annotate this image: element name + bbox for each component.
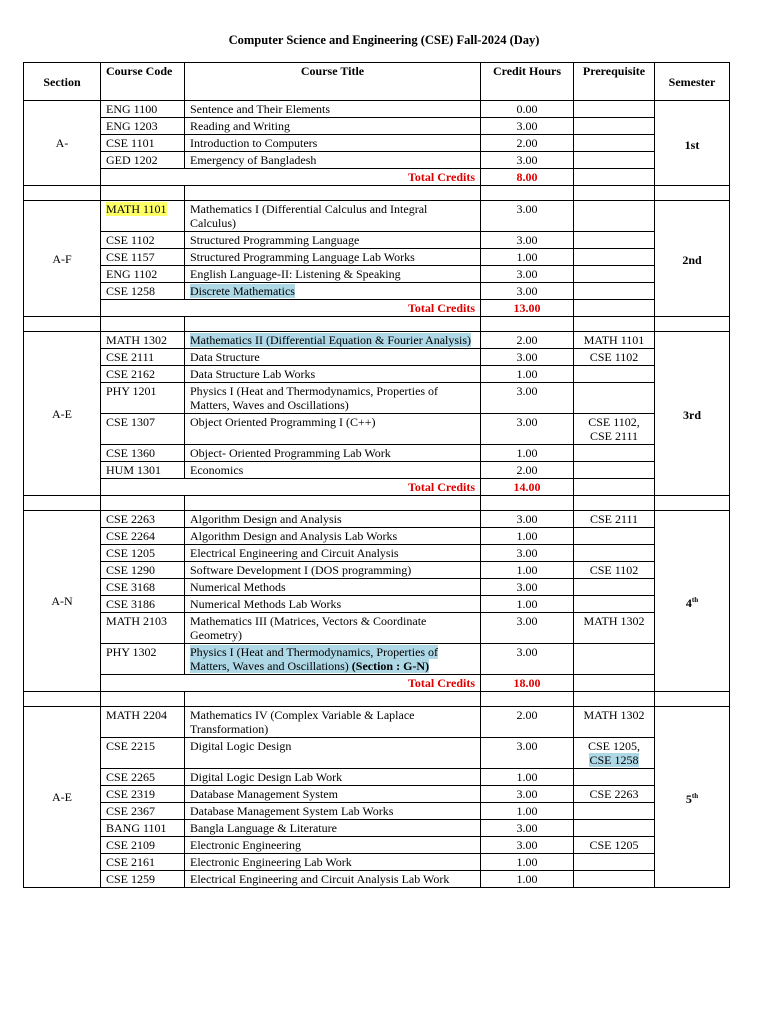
course-code: GED 1202 <box>106 153 158 167</box>
semester-cell <box>655 511 730 692</box>
table-row <box>24 135 730 152</box>
credit-hours: 1.00 <box>481 854 574 871</box>
credit-hours: 3.00 <box>481 414 574 445</box>
credit-hours: 3.00 <box>481 349 574 366</box>
prerequisite: MATH 1302 <box>583 614 645 628</box>
credit-hours: 3.00 <box>481 511 574 528</box>
section-cell: A- <box>24 101 101 186</box>
spacer-row <box>24 317 730 332</box>
credit-hours: 3.00 <box>481 820 574 837</box>
course-title-cell <box>185 596 481 613</box>
table-row <box>24 101 730 118</box>
course-code: PHY 1201 <box>106 384 157 398</box>
prerequisite: MATH 1101 <box>583 333 645 347</box>
prerequisite-cell <box>574 707 655 738</box>
course-title: Electrical Engineering and Circuit Analysis <box>190 546 399 560</box>
course-code-cell <box>101 786 185 803</box>
course-code: CSE 1360 <box>106 446 156 460</box>
table-row <box>24 562 730 579</box>
total-credits-label: Total Credits <box>101 479 481 496</box>
prerequisite-cell <box>574 613 655 644</box>
course-code: CSE 2109 <box>106 838 156 852</box>
section-cell: A-F <box>24 201 101 317</box>
semester-cell <box>655 707 730 888</box>
credit-hours: 3.00 <box>481 613 574 644</box>
prerequisite-cell <box>574 201 655 232</box>
prerequisite-cell <box>574 738 655 769</box>
course-title: Mathematics II (Differential Equation & Fourier Analysis) <box>190 333 472 347</box>
course-title: Mathematics I (Differential Calculus and Integral Calculus) <box>190 202 428 230</box>
prerequisite: CSE 1102 <box>589 563 639 577</box>
table-row <box>24 283 730 300</box>
course-title: Data Structure <box>190 350 260 364</box>
semester-label: 2nd <box>682 253 702 267</box>
course-title: Object Oriented Programming I (C++) <box>190 415 376 429</box>
course-code: CSE 1307 <box>106 415 156 429</box>
semester-label: 4 <box>685 595 692 610</box>
header-row <box>24 63 730 101</box>
prerequisite-cell <box>574 803 655 820</box>
course-code-cell <box>101 249 185 266</box>
course-title-cell <box>185 101 481 118</box>
header-prerequisite: Prerequisite <box>574 63 655 101</box>
prerequisite-cell <box>574 152 655 169</box>
header-semester: Semester <box>655 63 730 101</box>
course-title-cell <box>185 283 481 300</box>
prerequisite-cell <box>574 445 655 462</box>
credit-hours: 2.00 <box>481 462 574 479</box>
total-credits-label: Total Credits <box>101 675 481 692</box>
course-code-cell <box>101 738 185 769</box>
course-code-cell <box>101 820 185 837</box>
credit-hours: 0.00 <box>481 101 574 118</box>
course-title: Physics I (Heat and Thermodynamics, Properties of Matters, Waves and Oscillations) <box>190 645 439 673</box>
credit-hours: 1.00 <box>481 528 574 545</box>
table-row <box>24 332 730 349</box>
course-title: Physics I (Heat and Thermodynamics, Properties of Matters, Waves and Oscillations) <box>190 384 439 412</box>
table-row <box>24 786 730 803</box>
course-code-cell <box>101 101 185 118</box>
table-row <box>24 820 730 837</box>
prerequisite-cell <box>574 266 655 283</box>
prerequisite-cell <box>574 232 655 249</box>
semester-cell <box>655 201 730 317</box>
course-code-cell <box>101 283 185 300</box>
course-code-cell <box>101 232 185 249</box>
course-code-cell <box>101 613 185 644</box>
course-code: MATH 1302 <box>106 333 168 347</box>
course-code-cell <box>101 644 185 675</box>
table-row <box>24 201 730 232</box>
credit-hours: 1.00 <box>481 871 574 888</box>
credit-hours: 3.00 <box>481 152 574 169</box>
course-title-cell <box>185 613 481 644</box>
prerequisite-cell <box>574 249 655 266</box>
semester-label: 5 <box>685 791 692 806</box>
prerequisite-cell <box>574 511 655 528</box>
prerequisite: CSE 1205 <box>589 838 639 852</box>
prerequisite: CSE 2263 <box>589 787 639 801</box>
course-code-cell <box>101 545 185 562</box>
course-title-cell <box>185 545 481 562</box>
course-code-cell <box>101 511 185 528</box>
course-title-cell <box>185 414 481 445</box>
table-row <box>24 613 730 644</box>
course-code-cell <box>101 596 185 613</box>
header-credit-hours: Credit Hours <box>481 63 574 101</box>
credit-hours: 1.00 <box>481 445 574 462</box>
course-code: CSE 1157 <box>106 250 155 264</box>
prerequisite-cell <box>574 528 655 545</box>
prerequisite-cell <box>574 414 655 445</box>
course-title-cell <box>185 332 481 349</box>
course-code: MATH 2204 <box>106 708 168 722</box>
course-code-cell <box>101 152 185 169</box>
course-title: Digital Logic Design <box>190 739 292 753</box>
course-title-cell <box>185 152 481 169</box>
prerequisite-cell <box>574 769 655 786</box>
table-row <box>24 596 730 613</box>
table-row <box>24 249 730 266</box>
course-title: English Language-II: Listening & Speaking <box>190 267 401 281</box>
course-code: CSE 1205 <box>106 546 156 560</box>
prerequisite-cell <box>574 579 655 596</box>
course-title-cell <box>185 118 481 135</box>
table-row <box>24 644 730 675</box>
course-title-cell <box>185 349 481 366</box>
course-title: Digital Logic Design Lab Work <box>190 770 343 784</box>
course-title: Object- Oriented Programming Lab Work <box>190 446 391 460</box>
credit-hours: 2.00 <box>481 707 574 738</box>
course-code: CSE 2265 <box>106 770 156 784</box>
course-title: Bangla Language & Literature <box>190 821 337 835</box>
prerequisite-cell <box>574 854 655 871</box>
course-title-cell <box>185 445 481 462</box>
course-code: ENG 1100 <box>106 102 158 116</box>
spacer-row <box>24 496 730 511</box>
credit-hours: 3.00 <box>481 579 574 596</box>
semester-cell <box>655 101 730 186</box>
header-section: Section <box>24 63 101 101</box>
course-code-cell <box>101 871 185 888</box>
prerequisite: CSE 1102 <box>589 350 639 364</box>
section-cell: A-N <box>24 511 101 692</box>
course-code-cell <box>101 837 185 854</box>
course-title: Numerical Methods Lab Works <box>190 597 342 611</box>
course-title-cell <box>185 201 481 232</box>
course-code: CSE 2263 <box>106 512 156 526</box>
course-code-cell <box>101 414 185 445</box>
table-row <box>24 871 730 888</box>
table-row <box>24 837 730 854</box>
credit-hours: 3.00 <box>481 383 574 414</box>
course-title-note: (Section : G-N) <box>348 659 430 673</box>
total-credits-label: Total Credits <box>101 169 481 186</box>
course-title: Introduction to Computers <box>190 136 318 150</box>
course-title: Economics <box>190 463 244 477</box>
course-title-cell <box>185 366 481 383</box>
prerequisite: CSE 1205, <box>587 739 640 753</box>
course-title-cell <box>185 232 481 249</box>
prerequisite-cell <box>574 462 655 479</box>
course-title-cell <box>185 462 481 479</box>
course-title: Discrete Mathematics <box>190 284 295 298</box>
credit-hours: 1.00 <box>481 249 574 266</box>
credit-hours: 1.00 <box>481 366 574 383</box>
prerequisite: MATH 1302 <box>583 708 645 722</box>
table-row <box>24 854 730 871</box>
course-title-cell <box>185 854 481 871</box>
table-row <box>24 266 730 283</box>
course-title-cell <box>185 644 481 675</box>
course-code: CSE 1102 <box>106 233 155 247</box>
course-code-cell <box>101 579 185 596</box>
prerequisite-cell <box>574 135 655 152</box>
prerequisite-cell <box>574 644 655 675</box>
course-code: CSE 2111 <box>106 350 155 364</box>
total-credits-value: 14.00 <box>481 479 574 496</box>
credit-hours: 2.00 <box>481 332 574 349</box>
prerequisite-cell <box>574 545 655 562</box>
prerequisite-cell <box>574 349 655 366</box>
table-row <box>24 707 730 738</box>
course-code-cell <box>101 266 185 283</box>
table-row <box>24 803 730 820</box>
credit-hours: 3.00 <box>481 201 574 232</box>
credit-hours: 3.00 <box>481 837 574 854</box>
table-row <box>24 232 730 249</box>
credit-hours: 3.00 <box>481 266 574 283</box>
course-code: BANG 1101 <box>106 821 167 835</box>
course-code: CSE 1101 <box>106 136 155 150</box>
course-title-cell <box>185 707 481 738</box>
table-row <box>24 462 730 479</box>
course-code-cell <box>101 118 185 135</box>
prerequisite-cell <box>574 596 655 613</box>
course-code: CSE 2264 <box>106 529 156 543</box>
prerequisite-cell <box>574 283 655 300</box>
course-code: ENG 1203 <box>106 119 158 133</box>
course-code: MATH 2103 <box>106 614 168 628</box>
course-code-cell <box>101 707 185 738</box>
course-code: CSE 2161 <box>106 855 156 869</box>
course-title: Algorithm Design and Analysis <box>190 512 342 526</box>
course-code: CSE 2367 <box>106 804 156 818</box>
total-row <box>24 479 730 496</box>
course-title-cell <box>185 820 481 837</box>
credit-hours: 3.00 <box>481 283 574 300</box>
total-empty-cell <box>574 300 655 317</box>
prerequisite-cell <box>574 383 655 414</box>
credit-hours: 3.00 <box>481 545 574 562</box>
prerequisite-cell <box>574 101 655 118</box>
section-cell: A-E <box>24 707 101 888</box>
total-empty-cell <box>574 479 655 496</box>
prerequisite-cell <box>574 871 655 888</box>
course-code: CSE 1258 <box>106 284 156 298</box>
course-title-cell <box>185 249 481 266</box>
course-title-cell <box>185 528 481 545</box>
course-title: Software Development I (DOS programming) <box>190 563 412 577</box>
table-row <box>24 414 730 445</box>
course-title: Reading and Writing <box>190 119 290 133</box>
course-title-cell <box>185 266 481 283</box>
course-code-cell <box>101 528 185 545</box>
semester-suffix: th <box>691 791 699 800</box>
prerequisite-cell <box>574 332 655 349</box>
course-code-cell <box>101 803 185 820</box>
prerequisite-cell <box>574 820 655 837</box>
prerequisite: CSE 1102, CSE 2111 <box>588 415 640 443</box>
course-code: CSE 3168 <box>106 580 156 594</box>
course-title: Algorithm Design and Analysis Lab Works <box>190 529 398 543</box>
semester-cell <box>655 332 730 496</box>
course-code-cell <box>101 349 185 366</box>
table-row <box>24 545 730 562</box>
course-code: PHY 1302 <box>106 645 157 659</box>
course-title-cell <box>185 738 481 769</box>
table-row <box>24 511 730 528</box>
course-code: HUM 1301 <box>106 463 162 477</box>
course-code-cell <box>101 769 185 786</box>
table-row <box>24 528 730 545</box>
prerequisite-cell <box>574 118 655 135</box>
course-title: Database Management System <box>190 787 338 801</box>
course-title-cell <box>185 871 481 888</box>
semester-label: 3rd <box>683 408 701 422</box>
credit-hours: 2.00 <box>481 135 574 152</box>
total-empty-cell <box>574 675 655 692</box>
table-row <box>24 383 730 414</box>
credit-hours: 3.00 <box>481 786 574 803</box>
course-title-cell <box>185 135 481 152</box>
page-title: Computer Science and Engineering (CSE) Fall-2024 (Day) <box>228 33 540 47</box>
course-title: Electronic Engineering <box>190 838 301 852</box>
table-row <box>24 118 730 135</box>
course-code-cell <box>101 445 185 462</box>
course-code-cell <box>101 135 185 152</box>
credit-hours: 3.00 <box>481 738 574 769</box>
credit-hours: 3.00 <box>481 644 574 675</box>
course-title: Emergency of Bangladesh <box>190 153 317 167</box>
prerequisite-cell <box>574 837 655 854</box>
table-row <box>24 152 730 169</box>
total-row <box>24 675 730 692</box>
course-title-cell <box>185 786 481 803</box>
total-credits-value: 8.00 <box>481 169 574 186</box>
course-code-cell <box>101 562 185 579</box>
semester-label: 1st <box>684 137 700 152</box>
course-title-cell <box>185 562 481 579</box>
course-code: CSE 1259 <box>106 872 156 886</box>
total-row <box>24 169 730 186</box>
credit-hours: 1.00 <box>481 562 574 579</box>
course-code-cell <box>101 366 185 383</box>
course-title: Mathematics III (Matrices, Vectors & Coordinate Geometry) <box>190 614 427 642</box>
course-title: Electronic Engineering Lab Work <box>190 855 352 869</box>
course-code: CSE 1290 <box>106 563 156 577</box>
course-title-cell <box>185 837 481 854</box>
course-title: Electrical Engineering and Circuit Analysis Lab Work <box>190 872 450 886</box>
credit-hours: 1.00 <box>481 596 574 613</box>
header-course-title: Course Title <box>185 63 481 101</box>
course-title: Database Management System Lab Works <box>190 804 394 818</box>
prerequisite-cell <box>574 562 655 579</box>
course-code: CSE 2319 <box>106 787 156 801</box>
credit-hours: 3.00 <box>481 118 574 135</box>
semester-suffix: th <box>691 595 699 604</box>
credit-hours: 1.00 <box>481 803 574 820</box>
course-code: MATH 1101 <box>106 202 167 216</box>
prerequisite: CSE 2111 <box>589 512 639 526</box>
course-code-cell <box>101 854 185 871</box>
table-row <box>24 579 730 596</box>
total-credits-label: Total Credits <box>101 300 481 317</box>
section-cell: A-E <box>24 332 101 496</box>
course-code-cell <box>101 332 185 349</box>
spacer-row <box>24 186 730 201</box>
course-title-cell <box>185 803 481 820</box>
spacer-row <box>24 692 730 707</box>
course-title: Sentence and Their Elements <box>190 102 331 116</box>
course-code: CSE 3186 <box>106 597 156 611</box>
credit-hours: 1.00 <box>481 769 574 786</box>
prerequisite-cell <box>574 786 655 803</box>
credit-hours: 3.00 <box>481 232 574 249</box>
course-title: Structured Programming Language Lab Works <box>190 250 415 264</box>
total-empty-cell <box>574 169 655 186</box>
table-row <box>24 769 730 786</box>
course-code-cell <box>101 462 185 479</box>
table-row <box>24 445 730 462</box>
course-code: ENG 1102 <box>106 267 158 281</box>
prerequisite-second: CSE 1258 <box>589 753 639 767</box>
course-title: Structured Programming Language <box>190 233 360 247</box>
course-title-cell <box>185 383 481 414</box>
total-credits-value: 13.00 <box>481 300 574 317</box>
course-title-cell <box>185 769 481 786</box>
course-title: Numerical Methods <box>190 580 286 594</box>
table-row <box>24 349 730 366</box>
course-title-cell <box>185 579 481 596</box>
prerequisite-cell <box>574 366 655 383</box>
course-code: CSE 2162 <box>106 367 156 381</box>
course-title: Mathematics IV (Complex Variable & Laplace Transformation) <box>190 708 415 736</box>
total-credits-value: 18.00 <box>481 675 574 692</box>
course-title: Data Structure Lab Works <box>190 367 316 381</box>
header-course-code: Course Code <box>101 63 185 101</box>
course-code: CSE 2215 <box>106 739 156 753</box>
course-code-cell <box>101 383 185 414</box>
course-code-cell <box>101 201 185 232</box>
total-row <box>24 300 730 317</box>
table-row <box>24 738 730 769</box>
course-title-cell <box>185 511 481 528</box>
table-row <box>24 366 730 383</box>
course-table <box>23 62 730 888</box>
